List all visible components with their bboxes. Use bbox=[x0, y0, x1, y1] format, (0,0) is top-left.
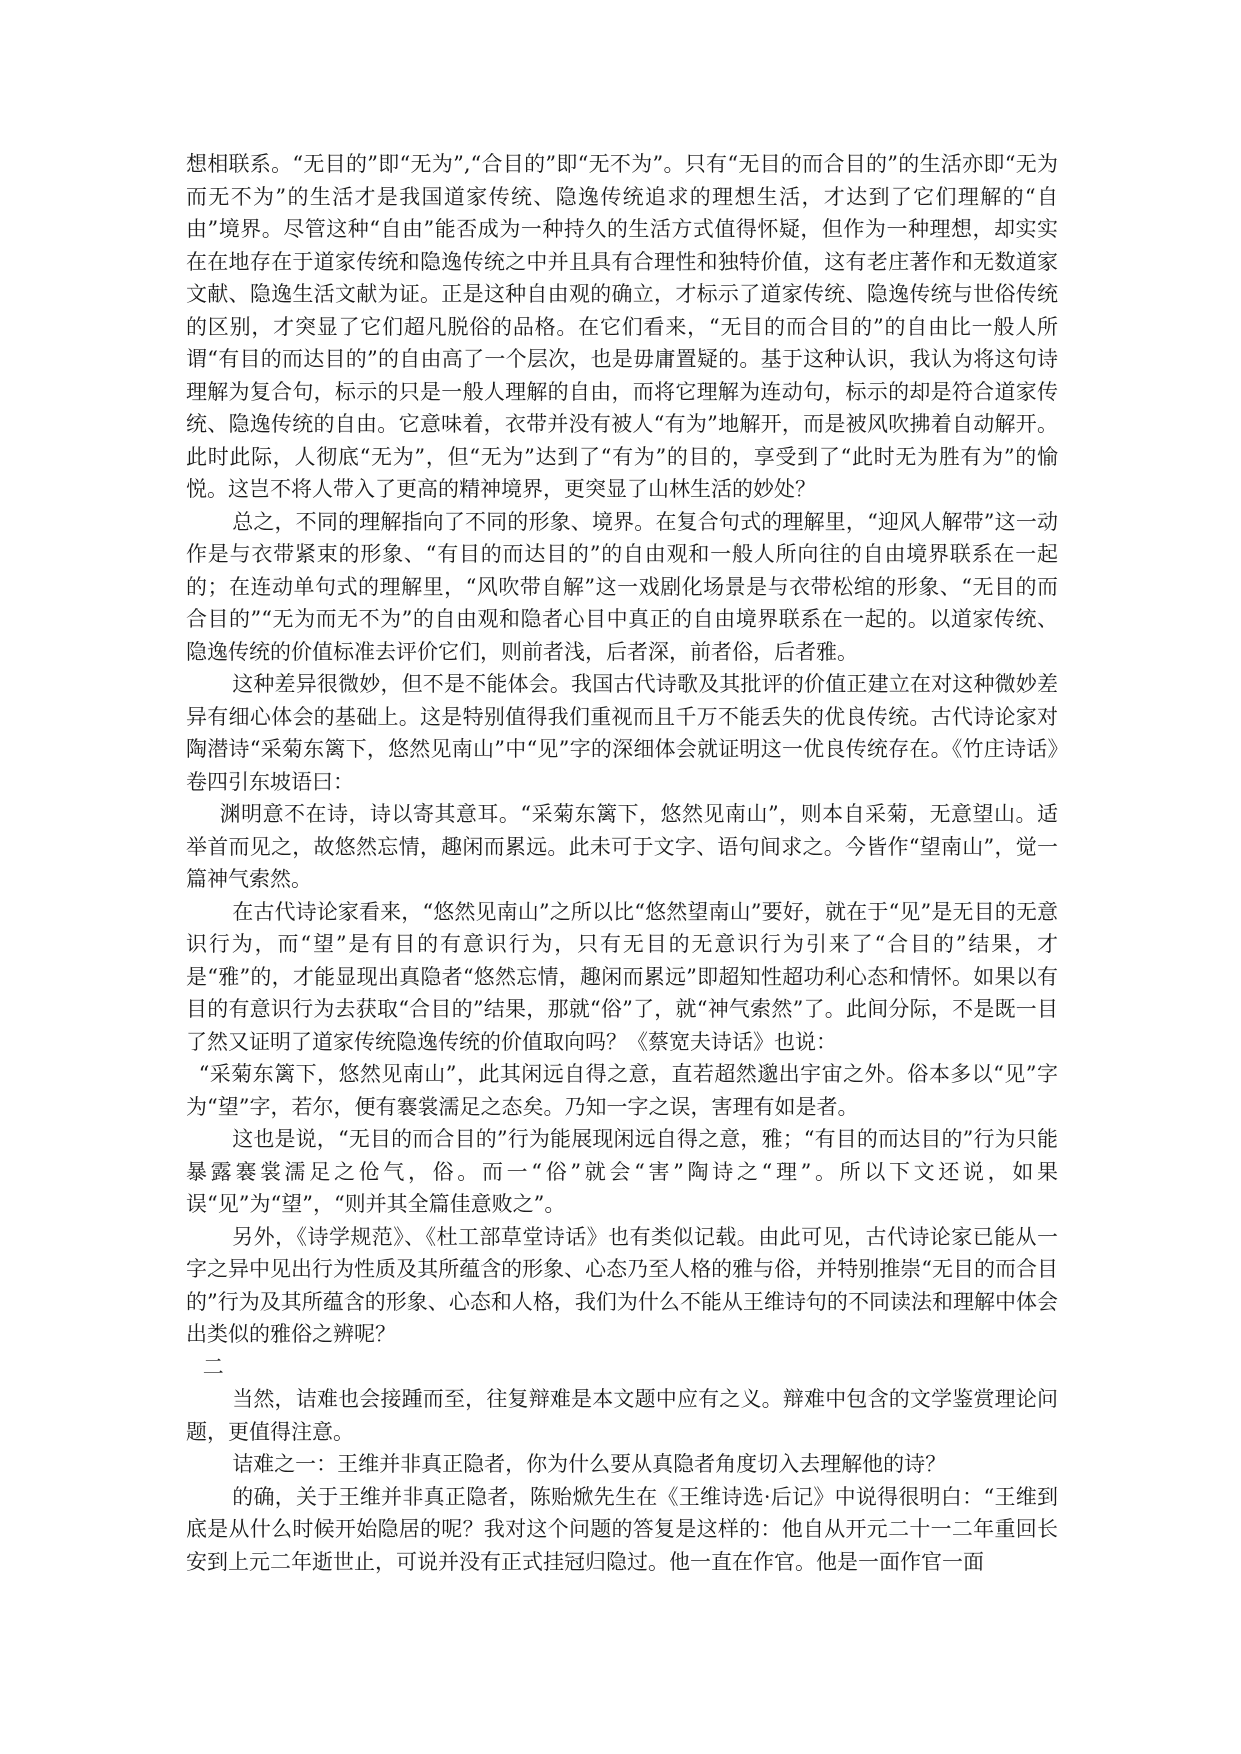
paragraph-3: 这种差异很微妙，但不是不能体会。我国古代诗歌及其批评的价值正建立在对这种微妙差异有细心体会的基础上。这是特别值得我们重视而且千万不能丢失的优良传统。古代诗论家对陶潜诗“采菊东篱下，悠然见南山”中“见”字的深细体会就证明这一优良传统存在。《竹庄诗话》卷四引东坡语曰： bbox=[186, 672, 1058, 794]
paragraph-8: 诘难之一：王维并非真正隐者，你为什么要从真隐者角度切入去理解他的诗？ bbox=[232, 1452, 947, 1476]
paragraph-7: 当然，诘难也会接踵而至，往复辩难是本文题中应有之义。辩难中包含的文学鉴赏理论问题，更值得注意。 bbox=[186, 1387, 1058, 1444]
paragraph-5: 这也是说，“无目的而合目的”行为能展现闲远自得之意，雅；“有目的而达目的”行为只能暴露褰裳濡足之伧气，俗。而一“俗”就会“害”陶诗之“理”。所以下文还说，如果误“见”为“望”，“则并其全篇佳意败之”。 bbox=[186, 1127, 1058, 1216]
quote-caikuanfu: “采菊东篱下，悠然见南山”，此其闲远自得之意，直若超然邈出宇宙之外。俗本多以“见”字为“望”字，若尔，便有褰裳濡足之态矣。乃知一字之误，害理有如是者。 bbox=[186, 1062, 1058, 1119]
paragraph-6: 另外，《诗学规范》、《杜工部草堂诗话》也有类似记载。由此可见，古代诗论家已能从一字之异中见出行为性质及其所蕴含的形象、心态乃至人格的雅与俗，并特别推崇“无目的而合目的”行为及其所蕴含的形象、心态和人格，我们为什么不能从王维诗句的不同读法和理解中体会出类似的雅俗之辨呢？ bbox=[186, 1224, 1058, 1346]
paragraph-4: 在古代诗论家看来，“悠然见南山”之所以比“悠然望南山”要好，就在于“见”是无目的无意识行为，而“望”是有目的有意识行为，只有无目的无意识行为引来了“合目的”结果，才是“雅”的，才能显现出真隐者“悠然忘情，趣闲而累远”即超知性超功利心态和情怀。如果以有目的有意识行为去获取“合目的”结果，那就“俗”了，就“神气索然”了。此间分际，不是既一目了然又证明了道家传统隐逸传统的价值取向吗？《蔡宽夫诗话》也说： bbox=[186, 899, 1058, 1054]
document-page bbox=[186, 148, 1058, 1578]
paragraph-9: 的确，关于王维并非真正隐者，陈贻焮先生在《王维诗选·后记》中说得很明白：“王维到底是从什么时候开始隐居的呢？我对这个问题的答复是这样的：他自从开元二十一二年重回长安到上元二年逝世止，可说并没有正式挂冠归隐过。他一直在作官。他是一面作官一面 bbox=[186, 1484, 1058, 1574]
quote-dongpo: 渊明意不在诗，诗以寄其意耳。“采菊东篱下，悠然见南山”，则本自采菊，无意望山。适举首而见之，故悠然忘情，趣闲而累远。此未可于文字、语句间求之。今皆作“望南山”，觉一篇神气索然。 bbox=[186, 802, 1058, 891]
section-number: 二 bbox=[202, 1354, 224, 1379]
paragraph-1: 想相联系。“无目的”即“无为”,“合目的”即“无不为”。只有“无目的而合目的”的生活亦即“无为而无不为”的生活才是我国道家传统、隐逸传统追求的理想生活，才达到了它们理解的“自由”境界。尽管这种“自由”能否成为一种持久的生活方式值得怀疑，但作为一种理想，却实实在在地存在于道家传统和隐逸传统之中并且具有合理性和独特价值，这有老庄著作和无数道家文献、隐逸生活文献为证。正是这种自由观的确立，才标示了道家传统、隐逸传统与世俗传统的区别，才突显了它们超凡脱俗的品格。在它们看来，“无目的而合目的”的自由比一般人所谓“有目的而达目的”的自由高了一个层次，也是毋庸置疑的。基于这种认识，我认为将这句诗理解为复合句，标示的只是一般人理解的自由，而将它理解为连动句，标示的却是符合道家传统、隐逸传统的自由。它意味着，衣带并没有被人“有为”地解开，而是被风吹拂着自动解开。此时此际，人彻底“无为”，但“无为”达到了“有为”的目的，享受到了“此时无为胜有为”的愉悦。这岂不将人带入了更高的精神境界，更突显了山林生活的妙处？ bbox=[186, 152, 1058, 501]
paragraph-2: 总之，不同的理解指向了不同的形象、境界。在复合句式的理解里，“迎风人解带”这一动作是与衣带紧束的形象、“有目的而达目的”的自由观和一般人所向往的自由境界联系在一起的；在连动单句式的理解里，“风吹带自解”这一戏剧化场景是与衣带松绾的形象、“无目的而合目的”“无为而无不为”的自由观和隐者心目中真正的自由境界联系在一起的。以道家传统、隐逸传统的价值标准去评价它们，则前者浅，后者深，前者俗，后者雅。 bbox=[186, 509, 1058, 664]
